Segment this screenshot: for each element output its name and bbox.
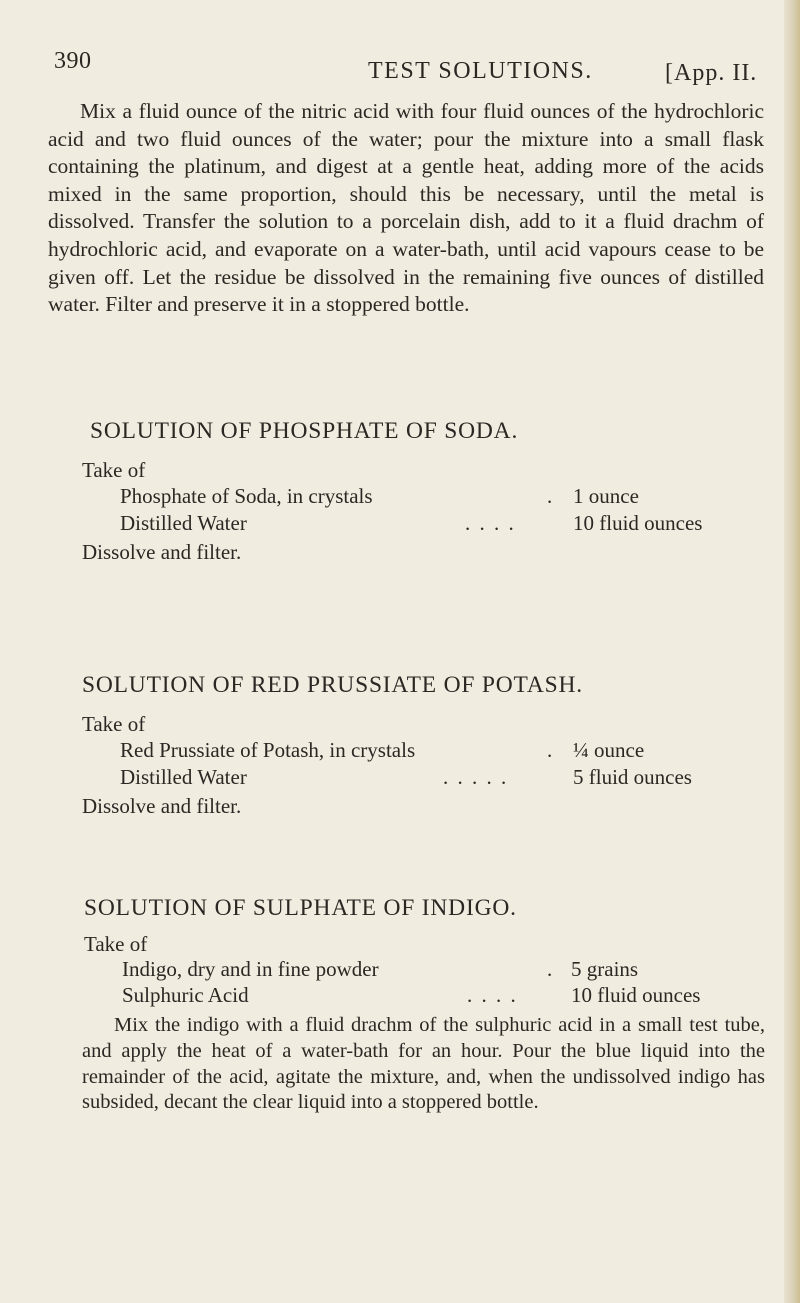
ingredient-name: Distilled Water	[120, 765, 247, 789]
ingredient-quantity: 5 fluid ounces	[573, 765, 692, 789]
page-number: 390	[54, 48, 92, 74]
ingredient-row	[122, 983, 762, 1011]
section-heading-red-prussiate-of-potash: SOLUTION OF RED PRUSSIATE OF POTASH.	[82, 672, 583, 698]
ingredient-row	[120, 511, 760, 539]
leader-dots: .	[547, 484, 555, 508]
section-heading-phosphate-of-soda: SOLUTION OF PHOSPHATE OF SODA.	[90, 418, 519, 444]
ingredient-quantity: 1 ounce	[573, 484, 639, 508]
take-of-label: Take of	[82, 712, 146, 736]
ingredient-name: Phosphate of Soda, in crystals	[120, 484, 373, 508]
section-heading-sulphate-of-indigo: SOLUTION OF SULPHATE OF INDIGO.	[84, 895, 517, 921]
page-edge	[784, 0, 800, 1303]
ingredient-name: Red Prussiate of Potash, in crystals	[120, 738, 416, 762]
leader-dots: . . . .	[465, 511, 516, 535]
leader-dots: .	[547, 738, 555, 762]
leader-dots: . . . .	[467, 983, 518, 1007]
instruction: Dissolve and filter.	[82, 794, 242, 818]
ingredient-name: Indigo, dry and in fine powder	[122, 957, 379, 981]
take-of-label: Take of	[82, 458, 146, 482]
running-head: TEST SOLUTIONS.	[368, 58, 593, 84]
leader-dots: .	[547, 957, 555, 981]
ingredient-row	[120, 484, 760, 512]
page-header	[0, 48, 800, 88]
indigo-method-paragraph: Mix the indigo with a fluid drachm of the sulphuric acid in a small test tube, and apply the heat of a water-bath for an hour. Pour the blue liquid into the remainder of the acid, agitate the mixture, and, when the undissolved indigo has subsided, decant the clear liquid into a stoppered bottle.	[82, 1014, 765, 1114]
ingredient-row	[120, 738, 760, 766]
ingredient-quantity: 10 fluid ounces	[571, 983, 701, 1007]
intro-paragraph: Mix a fluid ounce of the nitric acid with four fluid ounces of the hydrochloric acid and two fluid ounces of the water; pour the mixture into a small flask containing the platinum, and digest at a gentle heat, adding more of the acids mixed in the same proportion, should this be necessary, until the metal is dissolved. Transfer the solution to a porcelain dish, add to it a fluid drachm of hydrochloric acid, and evaporate on a water-bath, until acid vapours cease to be given off. Let the residue be dissolved in the remaining five ounces of distilled water. Filter and preserve it in a stoppered bottle.	[48, 99, 764, 317]
ingredient-row	[120, 765, 760, 793]
ingredient-quantity: ¼ ounce	[573, 738, 645, 762]
ingredient-quantity: 5 grains	[571, 957, 639, 981]
ingredient-name: Sulphuric Acid	[122, 983, 249, 1007]
instruction: Dissolve and filter.	[82, 540, 242, 564]
ingredient-quantity: 10 fluid ounces	[573, 511, 703, 535]
ingredient-row	[122, 957, 762, 985]
appendix-marker: [App. II.	[665, 60, 758, 86]
leader-dots: . . . . .	[443, 765, 509, 789]
ingredient-name: Distilled Water	[120, 511, 247, 535]
take-of-label: Take of	[84, 932, 148, 956]
